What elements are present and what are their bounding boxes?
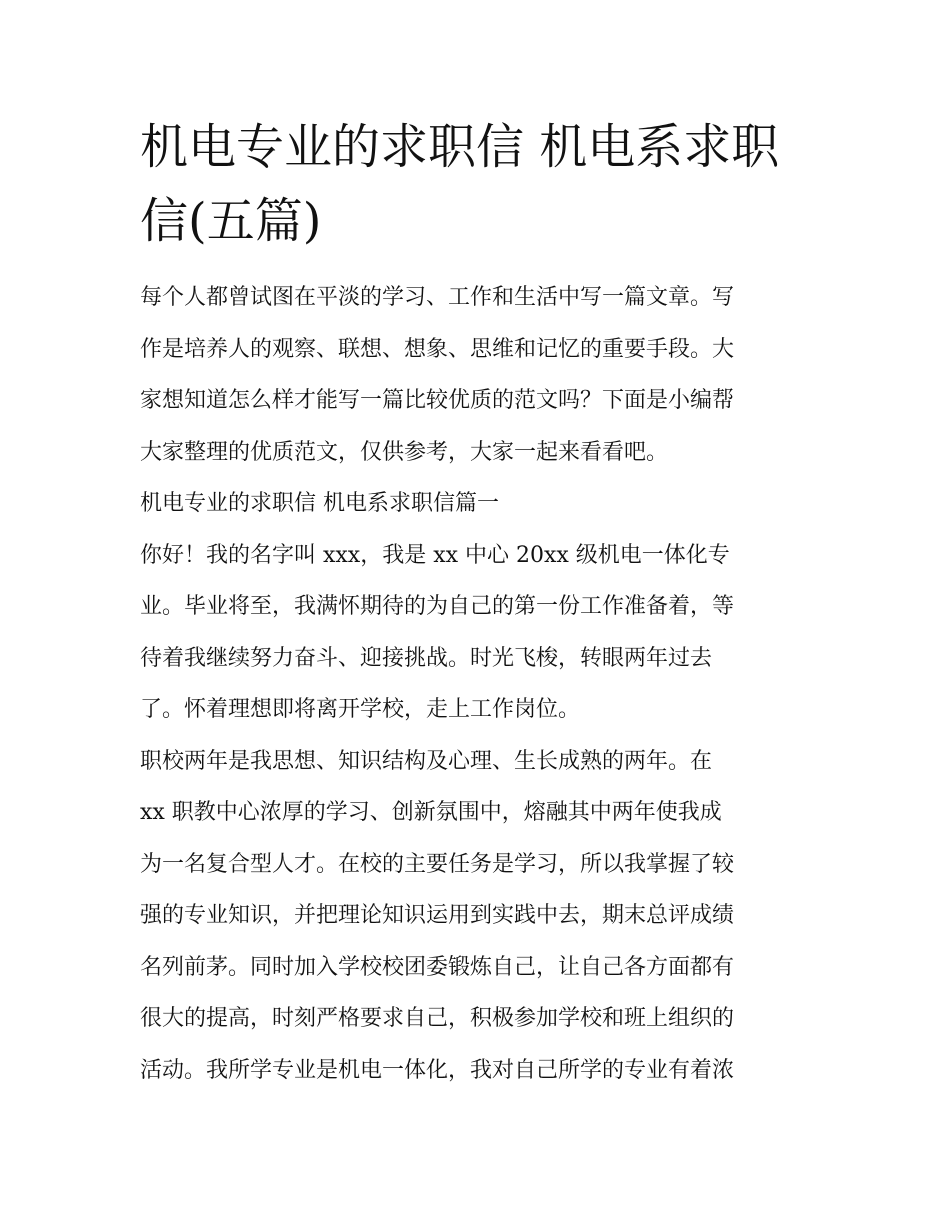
body-line: 大家整理的优质范文，仅供参考，大家一起来看看吧。 <box>140 439 669 465</box>
body-line: 了。怀着理想即将离开学校，走上工作岗位。 <box>140 697 581 722</box>
body-line: 名列前茅。同时加入学校校团委锻炼自己，让自己各方面都有 <box>140 954 735 980</box>
body-line: 待着我继续努力奋斗、迎接挑战。时光飞梭，转眼两年过去 <box>140 645 713 671</box>
body-line: 强的专业知识，并把理论知识运用到实践中去，期末总评成绩 <box>140 903 735 928</box>
body-line: 为一名复合型人才。在校的主要任务是学习，所以我掌握了较 <box>140 851 735 877</box>
body-line: xx 职教中心浓厚的学习、创新氛围中，熔融其中两年使我成 <box>140 800 722 825</box>
section-heading: 机电专业的求职信 机电系求职信篇一 <box>140 491 499 516</box>
body-line: 业。毕业将至，我满怀期待的为自己的第一份工作准备着，等 <box>140 594 735 619</box>
document-content <box>140 110 812 1096</box>
body-line: 家想知道怎么样才能写一篇比较优质的范文吗？下面是小编帮 <box>140 388 735 413</box>
body-line: 你好！我的名字叫 xxx，我是 xx 中心 20xx 级机电一体化专 <box>140 542 730 568</box>
body-line: 每个人都曾试图在平淡的学习、工作和生活中写一篇文章。写 <box>140 285 735 310</box>
body-line: 职校两年是我思想、知识结构及心理、生长成熟的两年。在 <box>140 748 713 774</box>
document-body <box>140 272 812 1096</box>
document-title: 机电专业的求职信 机电系求职信(五篇) <box>140 119 780 249</box>
body-line: 很大的提高，时刻严格要求自己，积极参加学校和班上组织的 <box>140 1006 735 1031</box>
body-line: 作是培养人的观察、联想、想象、思维和记忆的重要手段。大 <box>140 336 735 362</box>
body-line: 活动。我所学专业是机电一体化，我对自己所学的专业有着浓 <box>140 1057 735 1083</box>
